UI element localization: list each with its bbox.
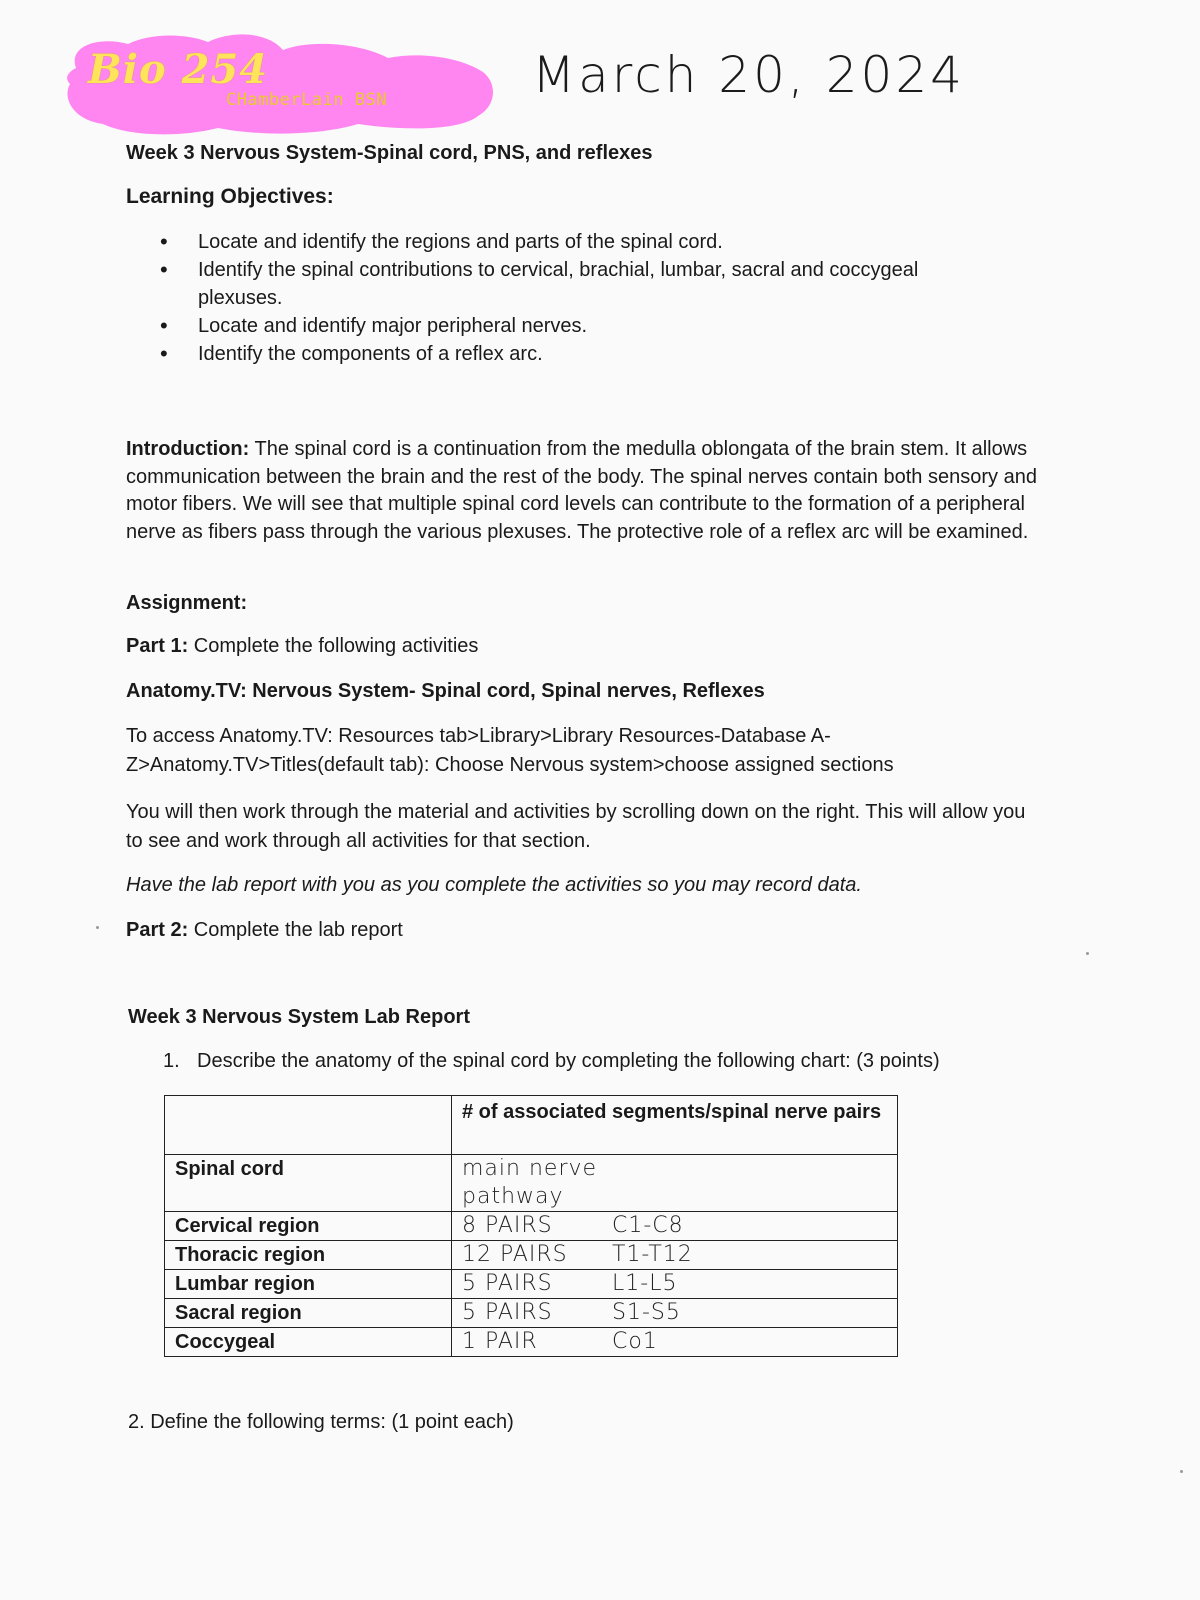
part2-text: Complete the lab report xyxy=(188,919,403,941)
table-row xyxy=(165,1299,898,1328)
paper-speck xyxy=(1180,1470,1183,1473)
list-item: • Identify the spinal contributions to cervical, brachial, lumbar, sacral and coccygeal plexuses. xyxy=(160,256,1000,312)
part1-label: Part 1: xyxy=(126,635,189,657)
work-instructions: You will then work through the material and activities by scrolling down on the right. This will allow you to see and work through all activities for that section. xyxy=(126,801,1026,852)
answer-text: 5 PAIRS xyxy=(462,1300,553,1325)
answer-text: 5 PAIRS xyxy=(462,1271,553,1296)
row-answer xyxy=(452,1241,898,1270)
access-instructions: To access Anatomy.TV: Resources tab>Library>Library Resources-Database A-Z>Anatomy.TV>Titles(default tab): Choose Nervous system>choose assigned sections xyxy=(126,725,894,776)
part1-line xyxy=(126,633,478,660)
table-header-blank xyxy=(165,1096,452,1155)
answer-segments: S1-S5 xyxy=(612,1300,681,1325)
question-2: 2. Define the following terms: (1 point each) xyxy=(128,1411,514,1433)
row-label: Thoracic region xyxy=(165,1241,452,1270)
introduction-label: Introduction: xyxy=(126,438,250,460)
row-answer xyxy=(452,1212,898,1241)
row-answer xyxy=(452,1270,898,1299)
question-1-text: Describe the anatomy of the spinal cord by completing the following chart: (3 points) xyxy=(197,1050,940,1072)
anatomy-tv-heading: Anatomy.TV: Nervous System- Spinal cord, Spinal nerves, Reflexes xyxy=(126,680,765,702)
part1-text: Complete the following activities xyxy=(188,635,479,657)
objectives-heading: Learning Objectives: xyxy=(126,185,334,208)
course-tag: Bio 254 xyxy=(88,46,269,93)
row-answer xyxy=(452,1155,898,1212)
list-item: • Locate and identify the regions and parts of the spinal cord. xyxy=(160,228,1000,256)
page-title: Week 3 Nervous System-Spinal cord, PNS, and reflexes xyxy=(126,142,653,164)
row-label: Spinal cord xyxy=(165,1155,452,1212)
list-item: • Identify the components of a reflex arc. xyxy=(160,340,1000,368)
paper-speck xyxy=(96,926,99,929)
record-data-note: Have the lab report with you as you complete the activities so you may record data. xyxy=(126,874,862,896)
row-label: Sacral region xyxy=(165,1299,452,1328)
answer-segments: Co1 xyxy=(612,1329,658,1354)
answer-segments: L1-L5 xyxy=(612,1271,678,1296)
answer-segments: T1-T12 xyxy=(612,1242,693,1267)
assignment-heading: Assignment: xyxy=(126,592,248,614)
row-label: Cervical region xyxy=(165,1212,452,1241)
answer-text: 8 PAIRS xyxy=(462,1213,553,1238)
handwritten-date: March 20, 2024 xyxy=(532,46,965,104)
part2-label: Part 2: xyxy=(126,919,189,941)
introduction-paragraph xyxy=(126,436,1056,546)
table-row xyxy=(165,1241,898,1270)
row-label: Coccygeal xyxy=(165,1328,452,1357)
school-tag: CHamberLain BSN xyxy=(226,90,388,110)
question-1 xyxy=(163,1048,940,1075)
table-row xyxy=(165,1212,898,1241)
table-row xyxy=(165,1155,898,1212)
answer-segments: C1-C8 xyxy=(612,1213,684,1238)
answer-text: main nerve pathway xyxy=(462,1156,598,1209)
table-row xyxy=(165,1270,898,1299)
introduction-text: The spinal cord is a continuation from the medulla oblongata of the brain stem. It allows communication between the brain and the rest of the body. The spinal nerves contain both sensory and motor fibers. We will see that multiple spinal cord levels can contribute to the formation of a peripheral nerve as fibers pass through the various plexuses. The protective role of a reflex arc will be examined. xyxy=(126,438,1037,543)
row-answer xyxy=(452,1299,898,1328)
table-header-segments: # of associated segments/spinal nerve pairs xyxy=(452,1096,898,1155)
table-row xyxy=(165,1328,898,1357)
question-1-number: 1. xyxy=(163,1050,180,1072)
answer-text: 1 PAIR xyxy=(462,1329,538,1354)
row-answer xyxy=(452,1328,898,1357)
objectives-list xyxy=(160,228,1000,368)
answer-text: 12 PAIRS xyxy=(462,1242,568,1267)
part2-line xyxy=(126,917,403,944)
table-header-row xyxy=(165,1096,898,1155)
list-item: • Locate and identify major peripheral nerves. xyxy=(160,312,1000,340)
spinal-cord-chart xyxy=(164,1095,898,1357)
paper-speck xyxy=(1086,952,1089,955)
course-sticker xyxy=(58,28,498,140)
row-label: Lumbar region xyxy=(165,1270,452,1299)
lab-report-heading: Week 3 Nervous System Lab Report xyxy=(128,1006,470,1028)
